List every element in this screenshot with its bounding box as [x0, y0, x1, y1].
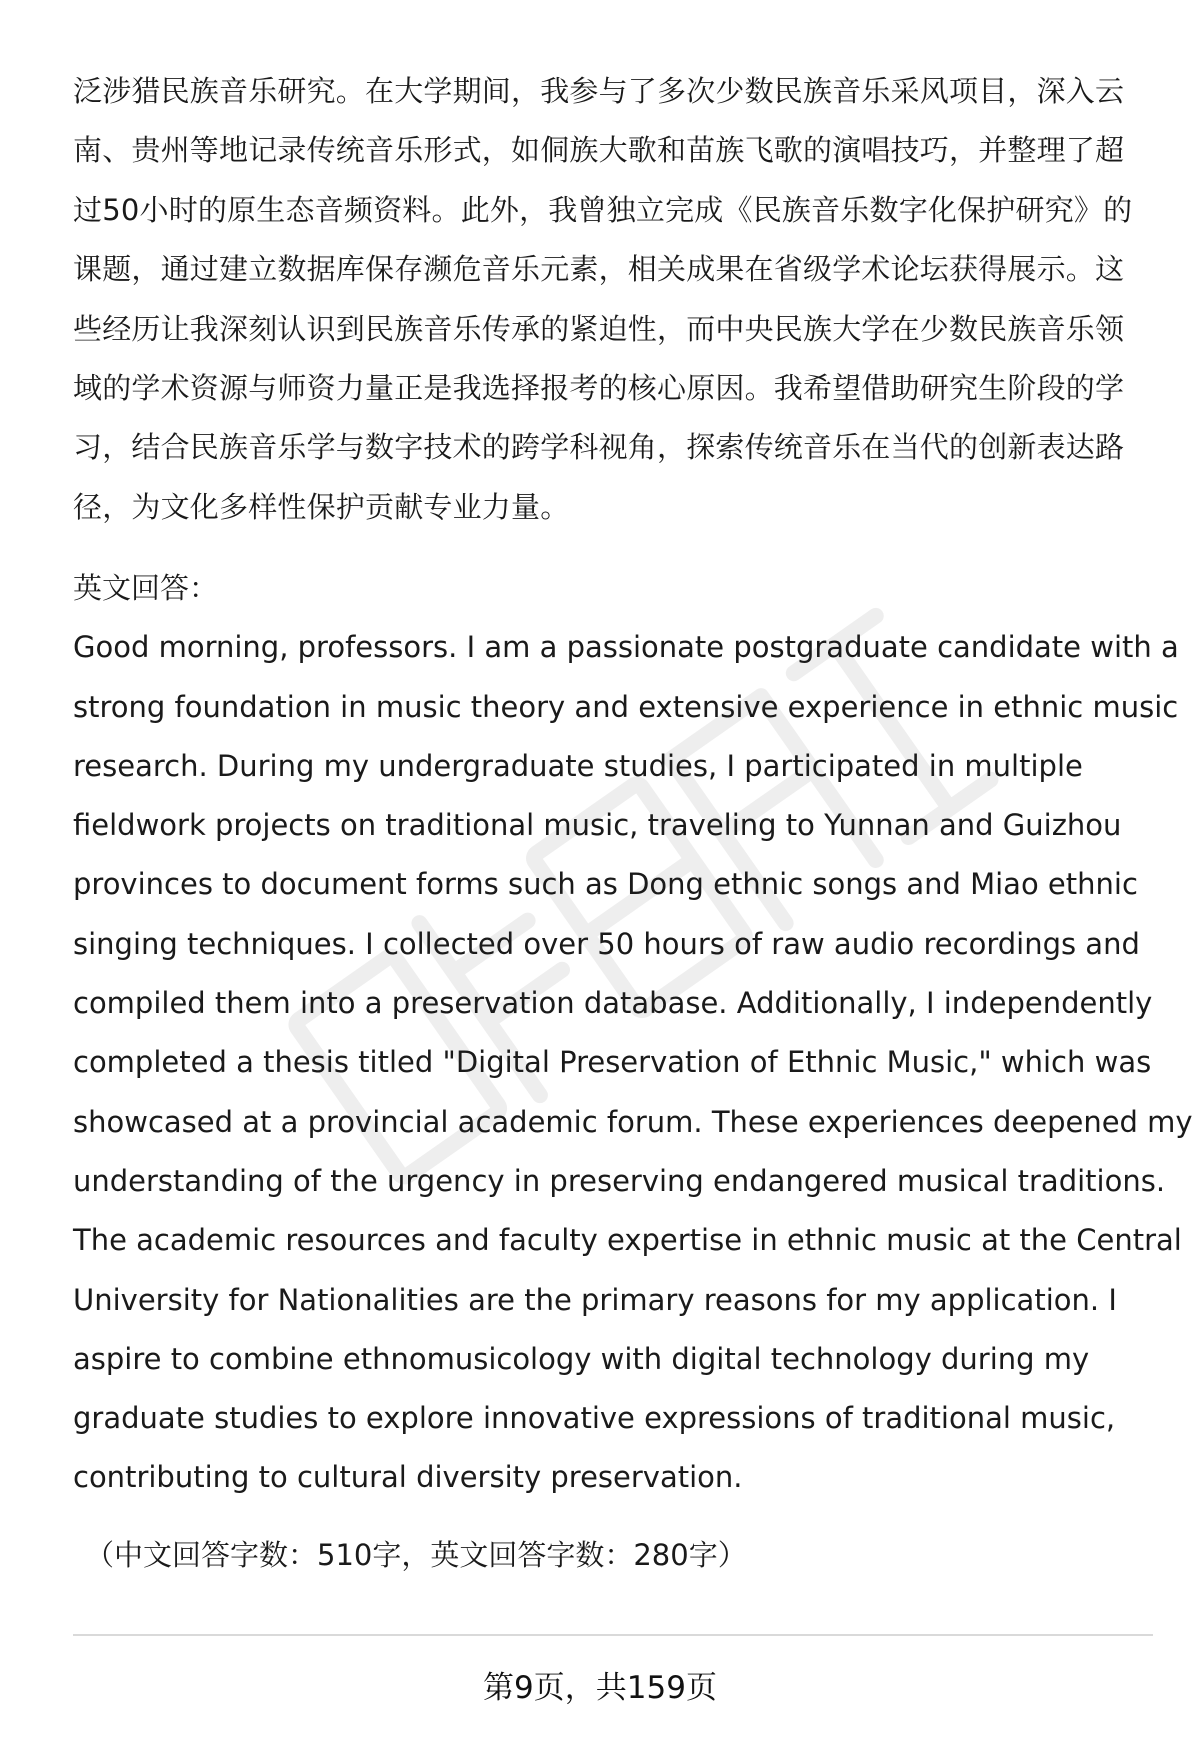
page-indicator: 第9页，共159页: [483, 1670, 717, 1706]
chinese-answer-line: 泛涉猎民族音乐研究。在大学期间，我参与了多次少数民族音乐采风项目，深入云: [73, 74, 1125, 108]
chinese-answer-line: 径，为文化多样性保护贡献专业力量。: [73, 489, 570, 524]
english-answer-line: singing techniques. I collected over 50 hours of raw audio recordings and: [73, 926, 1140, 961]
english-answer-line: Good morning, professors. I am a passionate postgraduate candidate with a: [73, 630, 1179, 665]
main-content: [73, 62, 1193, 1585]
chinese-answer-line: 过50小时的原生态音频资料。此外，我曾独立完成《民族音乐数字化保护研究》的: [73, 192, 1133, 227]
chinese-answer-line: 课题，通过建立数据库保存濒危音乐元素，相关成果在省级学术论坛获得展示。这: [73, 252, 1125, 287]
word-count-note: （中文回答字数：510字，英文回答字数：280字）: [85, 1537, 747, 1572]
chinese-answer-line: 域的学术资源与师资力量正是我选择报考的核心原因。我希望借助研究生阶段的学: [73, 371, 1125, 406]
english-answer-line: strong foundation in music theory and extensive experience in ethnic music: [73, 689, 1179, 724]
chinese-answer-paragraph: [73, 62, 1163, 537]
english-answer-line: research. During my undergraduate studies, I participated in multiple: [73, 748, 1083, 783]
english-answer-line: provinces to document forms such as Dong ethnic songs and Miao ethnic: [73, 867, 1138, 902]
english-answer-line: University for Nationalities are the primary reasons for my application. I: [73, 1282, 1117, 1317]
chinese-answer-line: 南、贵州等地记录传统音乐形式，如侗族大歌和苗族飞歌的演唱技巧，并整理了超: [73, 133, 1125, 168]
english-answer-label: 英文回答：: [73, 571, 219, 606]
english-answer-line: contributing to cultural diversity preservation.: [73, 1460, 743, 1495]
english-answer-line: completed a thesis titled "Digital Preservation of Ethnic Music," which was: [73, 1045, 1152, 1080]
english-answer-line: The academic resources and faculty expertise in ethnic music at the Central: [73, 1223, 1182, 1258]
english-answer-line: graduate studies to explore innovative expressions of traditional music,: [73, 1401, 1116, 1436]
english-answer-line: understanding of the urgency in preserving endangered musical traditions.: [73, 1163, 1166, 1198]
chinese-answer-line: 些经历让我深刻认识到民族音乐传承的紧迫性，而中央民族大学在少数民族音乐领: [73, 311, 1125, 346]
english-answer-line: showcased at a provincial academic forum. These experiences deepened my: [73, 1104, 1193, 1139]
english-answer-line: aspire to combine ethnomusicology with digital technology during my: [73, 1341, 1090, 1376]
english-answer-paragraph: [73, 618, 1193, 1507]
english-answer-line: compiled them into a preservation database. Additionally, I independently: [73, 986, 1153, 1021]
chinese-answer-line: 习，结合民族音乐学与数字技术的跨学科视角，探索传统音乐在当代的创新表达路: [73, 430, 1125, 465]
english-answer-line: fieldwork projects on traditional music, traveling to Yunnan and Guizhou: [73, 808, 1122, 843]
footer-divider: [73, 1634, 1153, 1636]
